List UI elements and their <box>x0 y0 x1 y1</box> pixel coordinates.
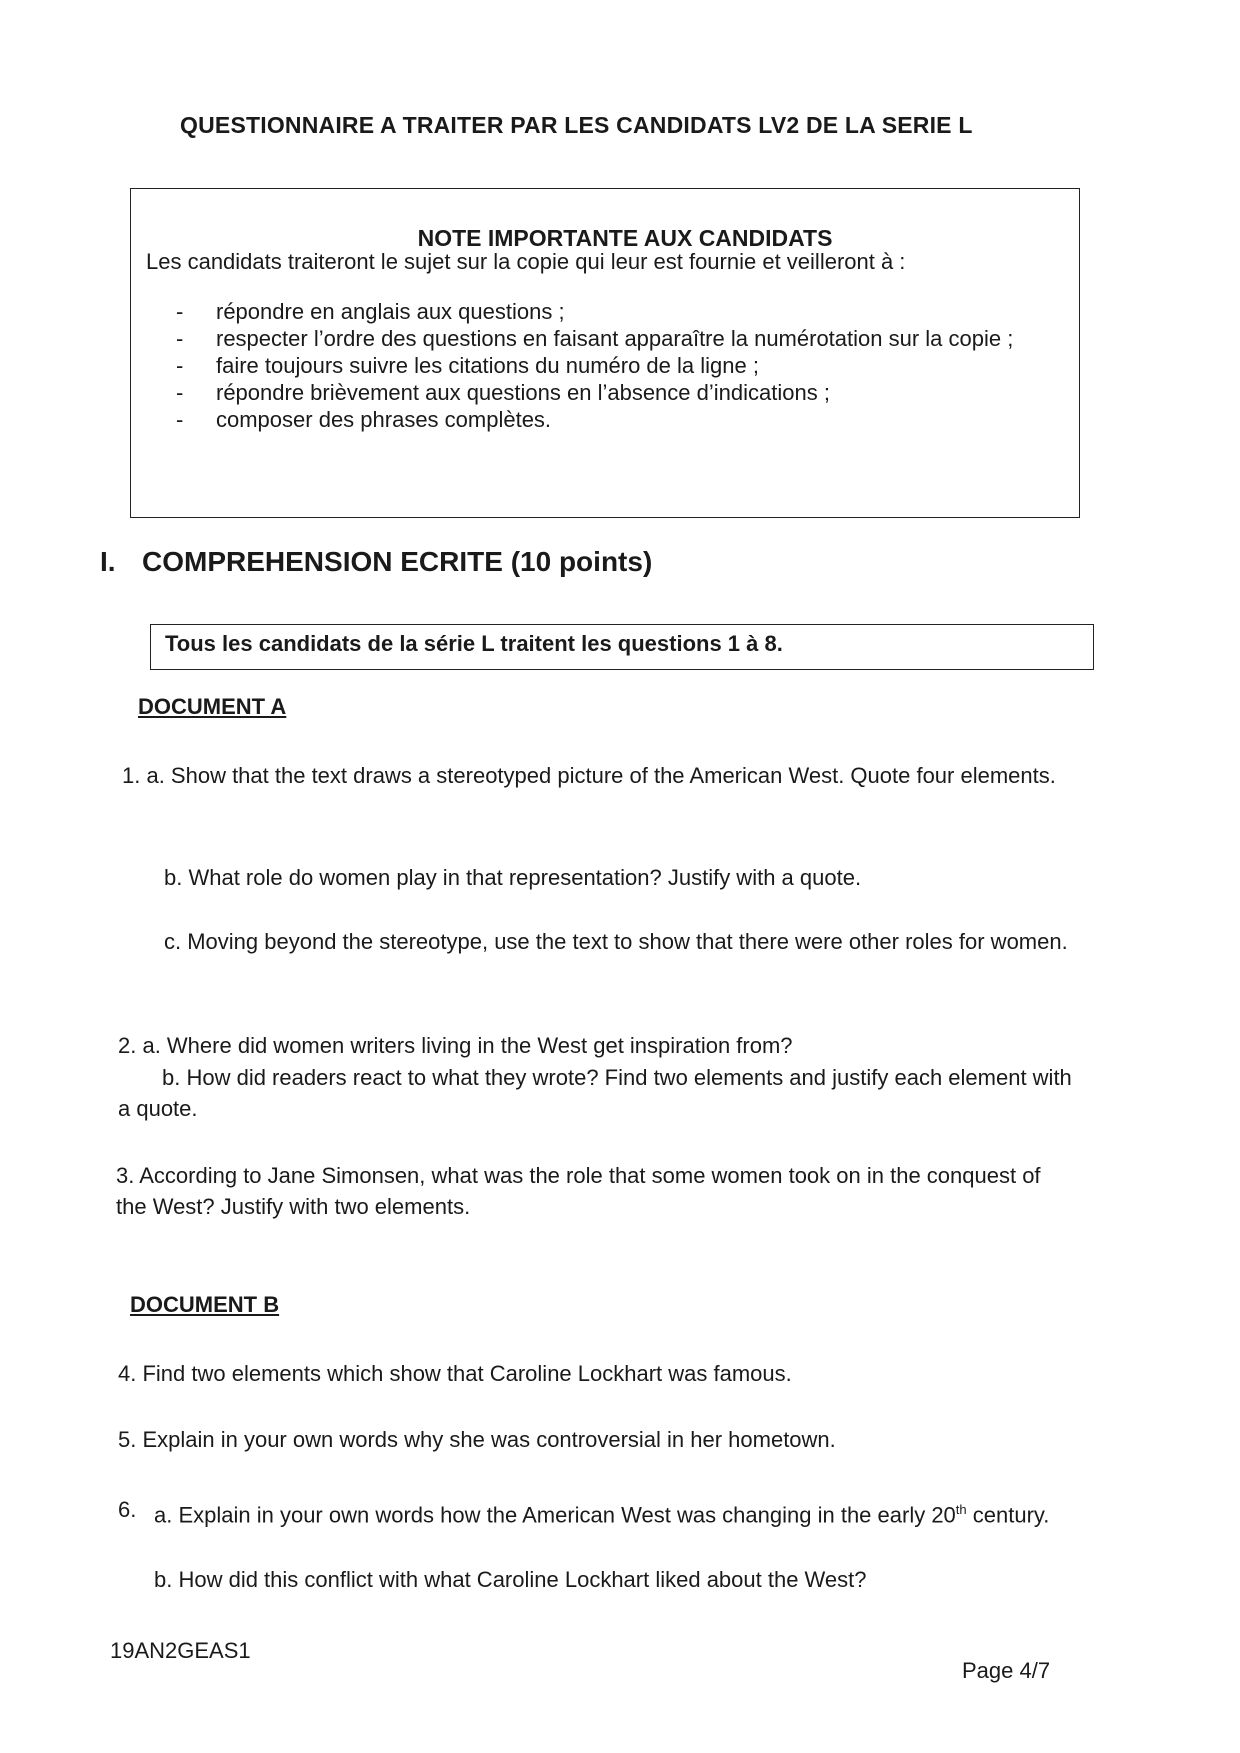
section-heading <box>100 546 652 578</box>
question-2b: b. How did readers react to what they wrote? Find two elements and justify each element with a quote. <box>118 1065 1072 1121</box>
question-1b: b. What role do women play in that representation? Justify with a quote. <box>164 865 862 890</box>
document-b-heading: DOCUMENT B <box>130 1292 280 1317</box>
question-2a: 2. a. Where did women writers living in the West get inspiration from? <box>118 1033 793 1058</box>
note-title: NOTE IMPORTANTE AUX CANDIDATS <box>417 225 833 251</box>
page-number: Page 4/7 <box>962 1658 1051 1683</box>
section-title: COMPREHENSION ECRITE (10 points) <box>142 546 653 577</box>
list-dash: - <box>176 407 184 432</box>
page-title: QUESTIONNAIRE A TRAITER PAR LES CANDIDATS LV2 DE LA SERIE L <box>180 112 973 138</box>
note-instructions-list <box>176 299 1066 434</box>
question-1c: c. Moving beyond the stereotype, use the text to show that there were other roles for women. <box>164 929 1068 954</box>
list-dash: - <box>176 380 184 405</box>
instruction-text: Tous les candidats de la série L traitent les questions 1 à 8. <box>165 631 783 656</box>
question-6-number: 6. <box>118 1497 137 1522</box>
instruction-box <box>150 624 1094 670</box>
question-1a: 1. a. Show that the text draws a stereotyped picture of the American West. Quote four elements. <box>122 763 1056 788</box>
question-6b: b. How did this conflict with what Caroline Lockhart liked about the West? <box>154 1567 867 1592</box>
question-6a: a. Explain in your own words how the American West was changing in the early 20th century. <box>154 1502 1050 1528</box>
important-note-box <box>130 188 1080 518</box>
note-item: - répondre brièvement aux questions en l’absence d’indications ; <box>176 380 830 405</box>
question-3: 3. According to Jane Simonsen, what was the role that some women took on in the conquest of the West? Justify with two elements. <box>116 1163 1041 1219</box>
section-number: I. <box>100 546 116 577</box>
document-a-heading: DOCUMENT A <box>138 694 287 719</box>
document-code: 19AN2GEAS1 <box>110 1638 251 1663</box>
list-dash: - <box>176 299 184 324</box>
list-dash: - <box>176 326 184 351</box>
question-4: 4. Find two elements which show that Caroline Lockhart was famous. <box>118 1361 792 1386</box>
note-intro: Les candidats traiteront le sujet sur la copie qui leur est fournie et veilleront à : <box>146 249 906 274</box>
note-item: - répondre en anglais aux questions ; <box>176 299 565 324</box>
note-item: - faire toujours suivre les citations du numéro de la ligne ; <box>176 353 759 378</box>
question-5: 5. Explain in your own words why she was controversial in her hometown. <box>118 1427 836 1452</box>
list-dash: - <box>176 353 184 378</box>
note-item: - composer des phrases complètes. <box>176 407 552 432</box>
note-item: - respecter l’ordre des questions en faisant apparaître la numérotation sur la copie ; <box>176 326 1014 351</box>
